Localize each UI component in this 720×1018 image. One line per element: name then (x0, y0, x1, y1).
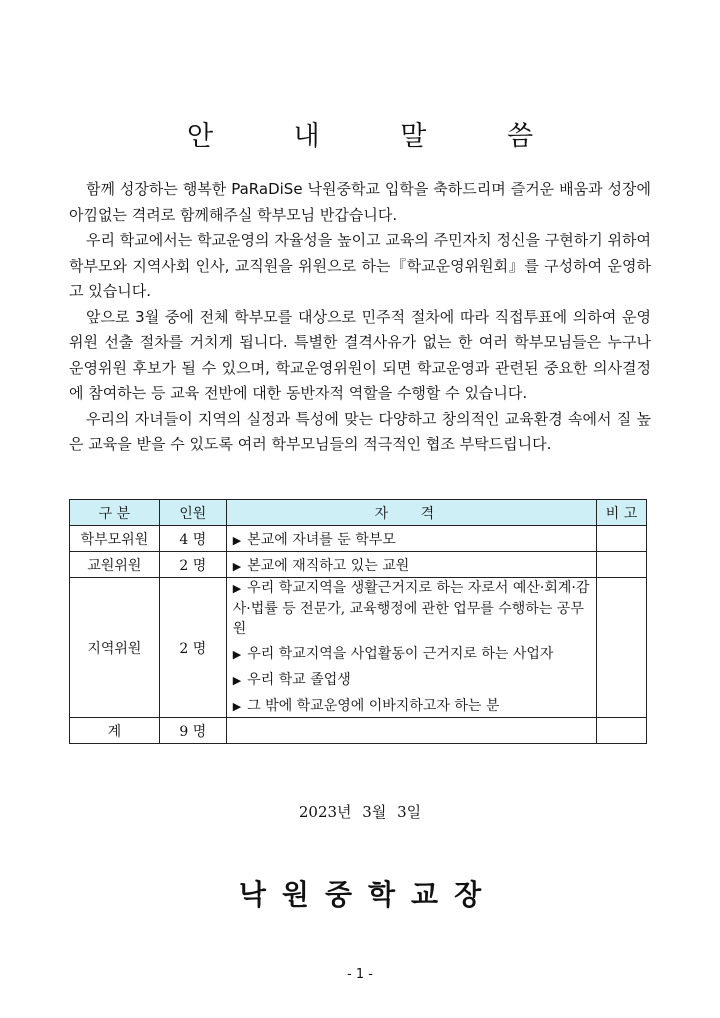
row-note (597, 526, 647, 552)
qualification-text: 우리 학교 졸업생 (247, 672, 351, 688)
qualification-item (233, 555, 592, 575)
right-triangle-icon: ▶ (232, 700, 242, 713)
row-category: 교원위원 (70, 552, 160, 578)
qualification-text: 우리 학교지역을 사업활동이 근거지로 하는 사업자 (247, 646, 554, 662)
qualification-item (233, 644, 592, 665)
table-row (70, 552, 647, 578)
total-note (597, 718, 647, 744)
row-qualification (226, 526, 596, 552)
table-row (70, 578, 647, 718)
qualification-item (233, 529, 592, 549)
qualification-text: 본교에 재직하고 있는 교원 (247, 557, 410, 574)
right-triangle-icon: ▶ (232, 533, 242, 547)
table-header-row (70, 500, 647, 526)
table-total-row (70, 718, 647, 744)
table-row (70, 526, 647, 552)
paragraph-3: 앞으로 3월 중에 전체 학부모를 대상으로 민주적 절차에 따라 직접투표에 의하여 운영위원 선출 절차를 거치게 됩니다. 특별한 결격사유가 없는 한 여러 학부모님들은 누구나 운영위원 후보가 될 수 있으며, 학교운영위원이 되면 학교운영과 관련된 중요한 의사결정에 참여하는 등 교육 전반에 대한 동반자적 역할을 수행할 수 있습니다. (69, 307, 651, 402)
committee-table (69, 499, 647, 744)
qualification-text: 그 밖에 학교운영에 이바지하고자 하는 분 (247, 698, 500, 714)
body-text (69, 177, 651, 458)
header-category: 구 분 (70, 500, 160, 526)
paragraph-2: 우리 학교에서는 학교운영의 자율성을 높이고 교육의 주민자치 정신을 구현하기 위하여 학부모와 지역사회 인사, 교직원을 위원으로 하는『학교운영위원회』를 구성하여 운영하고 있습니다. (69, 231, 651, 300)
row-category: 학부모위원 (70, 526, 160, 552)
header-note: 비 고 (597, 500, 647, 526)
page-number: - 1 - (347, 967, 373, 982)
qualification-item (233, 578, 592, 639)
total-qualification (226, 718, 596, 744)
right-triangle-icon: ▶ (232, 582, 242, 595)
paragraph-4: 우리의 자녀들이 지역의 실정과 특성에 맞는 다양하고 창의적인 교육환경 속에서 질 높은 교육을 받을 수 있도록 여러 학부모님들의 적극적인 협조 부탁드립니다. (69, 409, 651, 453)
document-title: 안 내 말 씀 (186, 121, 570, 152)
qualification-text: 본교에 자녀를 둔 학부모 (247, 531, 396, 548)
principal-signature: 낙원중학교장 (238, 878, 498, 911)
row-note (597, 552, 647, 578)
header-count: 인원 (159, 500, 226, 526)
row-count: 4 명 (159, 526, 226, 552)
right-triangle-icon: ▶ (232, 559, 242, 573)
row-qualification (226, 578, 596, 718)
qualification-text: 우리 학교지역을 생활근거지로 하는 자로서 예산·회계·감사·법률 등 전문가, 교육행정에 관한 업무를 수행하는 공무원 (232, 580, 590, 637)
paragraph-1: 함께 성장하는 행복한 PaRaDiSe 낙원중학교 입학을 축하드리며 즐거운 배움과 성장에 아낌없는 격려로 함께해주실 학부모님 반갑습니다. (69, 180, 651, 224)
row-count: 2 명 (159, 552, 226, 578)
document-date: 2023년 3월 3일 (298, 803, 422, 821)
row-note (597, 578, 647, 718)
row-category: 지역위원 (70, 578, 160, 718)
qualification-item (233, 696, 592, 717)
right-triangle-icon: ▶ (232, 674, 242, 687)
qualification-item (233, 670, 592, 691)
total-label: 계 (70, 718, 160, 744)
total-count: 9 명 (159, 718, 226, 744)
header-qualification: 자 격 (226, 500, 596, 526)
row-qualification (226, 552, 596, 578)
row-count: 2 명 (159, 578, 226, 718)
right-triangle-icon: ▶ (232, 648, 242, 661)
